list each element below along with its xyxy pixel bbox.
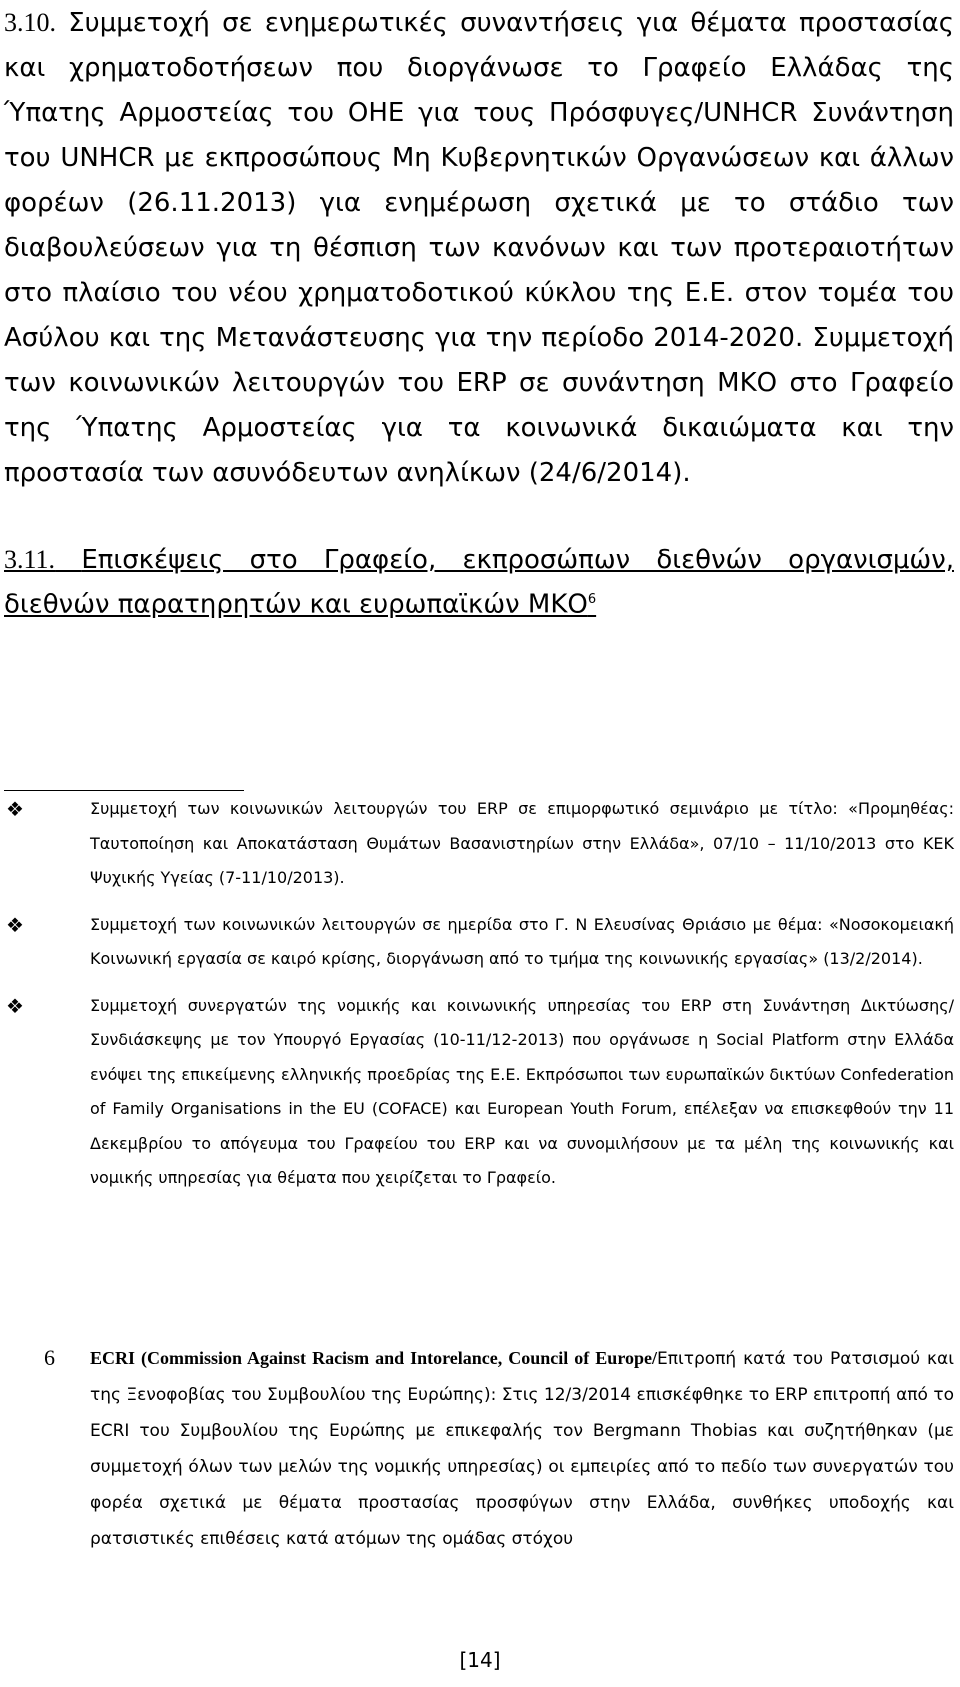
footnote-text: Επιτροπή κατά του Ρατσισμού και της Ξενοφοβίας του Συμβουλίου της Ευρώπης): Στις 12/3/2014 επισκέφθηκε το ERP επιτροπή από το ECRI του Συμβουλίου της Ευρώπης με επικεφαλής τον Bergmann Thobias και συζητήθηκαν (με συμμετοχή όλων των μελών της νομικής υπηρεσίας) οι εμπειρίες από το πεδίο των συνεργατών του φορέα σχετικά με θέματα προστασίας προσφύγων στην Ελλάδα, συνθήκες υποδοχής και ρατσιστικές επιθέσεις κατά ατόμων της ομάδας στόχου [90, 1349, 954, 1549]
section-number: 3.10. [4, 8, 56, 37]
section-number: 3.11. [4, 545, 56, 574]
diamond-bullet-icon: ❖ [6, 993, 24, 1018]
page-number: [14] [459, 1648, 501, 1672]
section-heading-text: Επισκέψεις στο Γραφείο, εκπροσώπων διεθνών οργανισμών, διεθνών παρατηρητών και ευρωπαϊκών ΜΚΟ [4, 545, 954, 620]
footnote-title: ECRI (Commission Against Racism and Intorelance, Council of Europe/ [90, 1348, 657, 1368]
list-item [4, 989, 954, 1196]
footnote-number: 6 [44, 1345, 55, 1370]
list-item [4, 792, 954, 896]
footnote-reference[interactable]: 6 [587, 592, 597, 607]
footnote-separator [4, 790, 244, 791]
list-item [4, 908, 954, 977]
footnote-body [4, 1340, 954, 1557]
list-item-text: Συμμετοχή συνεργατών της νομικής και κοινωνικής υπηρεσίας του ERP στη Συνάντηση Δικτύωσης/Συνδιάσκεψης με τον Υπουργό Εργασίας (10-11/12-2013) που οργάνωσε η Social Platform στην Ελλάδα ενόψει της επικείμενης ελληνικής προεδρίας της Ε.Ε. Εκπρόσωποι των ευρωπαϊκών δικτύων Confederation of Family Organisations in the EU (COFACE) και European Youth Forum, επέλεξαν να επισκεφθούν την 11 Δεκεμβρίου το απόγευμα του Γραφείου του ERP και να συνομιλήσουν με τα μέλη της κοινωνικής και νομικής υπηρεσίας για θέματα που χειρίζεται το Γραφείο. [90, 995, 954, 1187]
list-item-text: Συμμετοχή των κοινωνικών λειτουργών του ERP σε επιμορφωτικό σεμινάριο με τίτλο: «Προμηθέας: Ταυτοποίηση και Αποκατάσταση Θυμάτων Βασανιστηρίων στην Ελλάδα», 07/10 – 11/10/2013 στο ΚΕΚ Ψυχικής Υγείας (7-11/10/2013). [90, 799, 954, 887]
diamond-bullet-icon: ❖ [6, 797, 24, 821]
section-3-10-paragraph [4, 0, 954, 496]
list-item-text: Συμμετοχή των κοινωνικών λειτουργών σε ημερίδα στο Γ. Ν Ελευσίνας Θριάσιο με θέμα: «Νοσοκομειακή Κοινωνική εργασία σε καιρό κρίσης, διοργάνωση από το τμήμα της κοινωνικής εργασίας» (13/2/2014). [90, 914, 954, 968]
bullet-list [4, 792, 954, 1208]
section-3-11-heading [4, 540, 954, 625]
diamond-bullet-icon: ❖ [6, 912, 24, 937]
footnote [4, 1340, 954, 1557]
section-text: Συμμετοχή σε ενημερωτικές συναντήσεις για θέματα προστασίας και χρηματοδοτήσεων που διοργάνωσε το Γραφείο Ελλάδας της Ύπατης Αρμοστείας του ΟΗΕ για τους Πρόσφυγες/UNHCR Συνάντηση του UNHCR με εκπροσώπους Μη Κυβερνητικών Οργανώσεων και άλλων φορέων (26.11.2013) για ενημέρωση σχετικά με το στάδιο των διαβουλεύσεων για τη θέσπιση των κανόνων και των προτεραιοτήτων στο πλαίσιο του νέου χρηματοδοτικού κύκλου της Ε.Ε. στον τομέα του Ασύλου και της Μετανάστευσης για την περίοδο 2014-2020. Συμμετοχή των κοινωνικών λειτουργών του ERP σε συνάντηση ΜΚΟ στο Γραφείο της Ύπατης Αρμοστείας για τα κοινωνικά δικαιώματα και την προστασία των ασυνόδευτων ανηλίκων (24/6/2014). [4, 8, 955, 488]
